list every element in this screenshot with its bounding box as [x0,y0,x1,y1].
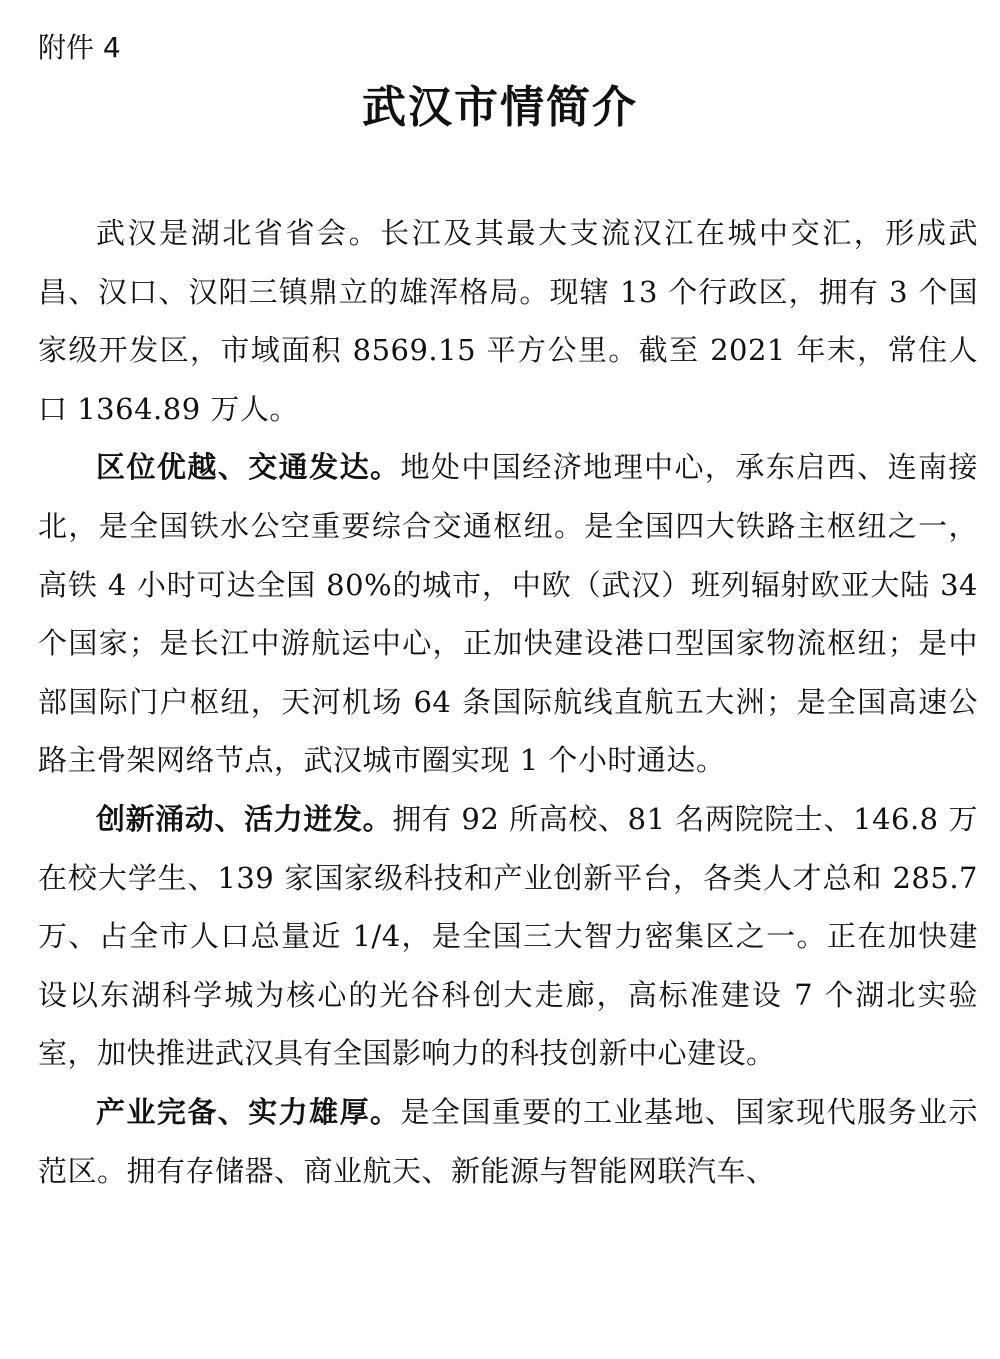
paragraph-lead: 产业完备、实力雄厚。 [96,1094,401,1129]
paragraph-industry [38,1083,978,1200]
paragraph-lead: 创新涌动、活力迸发。 [96,801,393,836]
document-title: 武汉市情简介 [362,82,638,133]
paragraph-lead: 区位优越、交通发达。 [96,450,401,485]
paragraph-text: 武汉是湖北省省会。长江及其最大支流汉江在城中交汇，形成武昌、汉口、汉阳三镇鼎立的雄浑格局。现辖 13 个行政区，拥有 3 个国家级开发区，市域面积 8569.15 平方公里。截至 2021 年末，常住人口 1364.89 万人。 [38,216,978,426]
paragraph-intro [38,204,978,438]
paragraph-text: 是全国重要的工业基地、国家现代服务业示范区。拥有存储器、商业航天、新能源与智能网联汽车、 [38,1094,978,1188]
attachment-label: 附件 4 [38,31,121,64]
paragraph-innovation [38,790,978,1083]
document-body [38,204,978,1200]
paragraph-text: 地处中国经济地理中心，承东启西、连南接北，是全国铁水公空重要综合交通枢纽。是全国四大铁路主枢纽之一，高铁 4 小时可达全国 80%的城市，中欧（武汉）班列辐射欧亚大陆 34 个国家；是长江中游航运中心，正加快建设港口型国家物流枢纽；是中部国际门户枢纽，天河机场 64 条国际航线直航五大洲；是全国高速公路主骨架网络节点，武汉城市圈实现 1 个小时通达。 [38,450,978,778]
paragraph-location-transport [38,438,978,790]
paragraph-text: 拥有 92 所高校、81 名两院院士、146.8 万在校大学生、139 家国家级科技和产业创新平台，各类人才总和 285.7 万、占全市人口总量近 1/4，是全国三大智力密集区之一。正在加快建设以东湖科学城为核心的光谷科创大走廊，高标准建设 7 个湖北实验室，加快推进武汉具有全国影响力的科技创新中心建设。 [38,801,978,1071]
